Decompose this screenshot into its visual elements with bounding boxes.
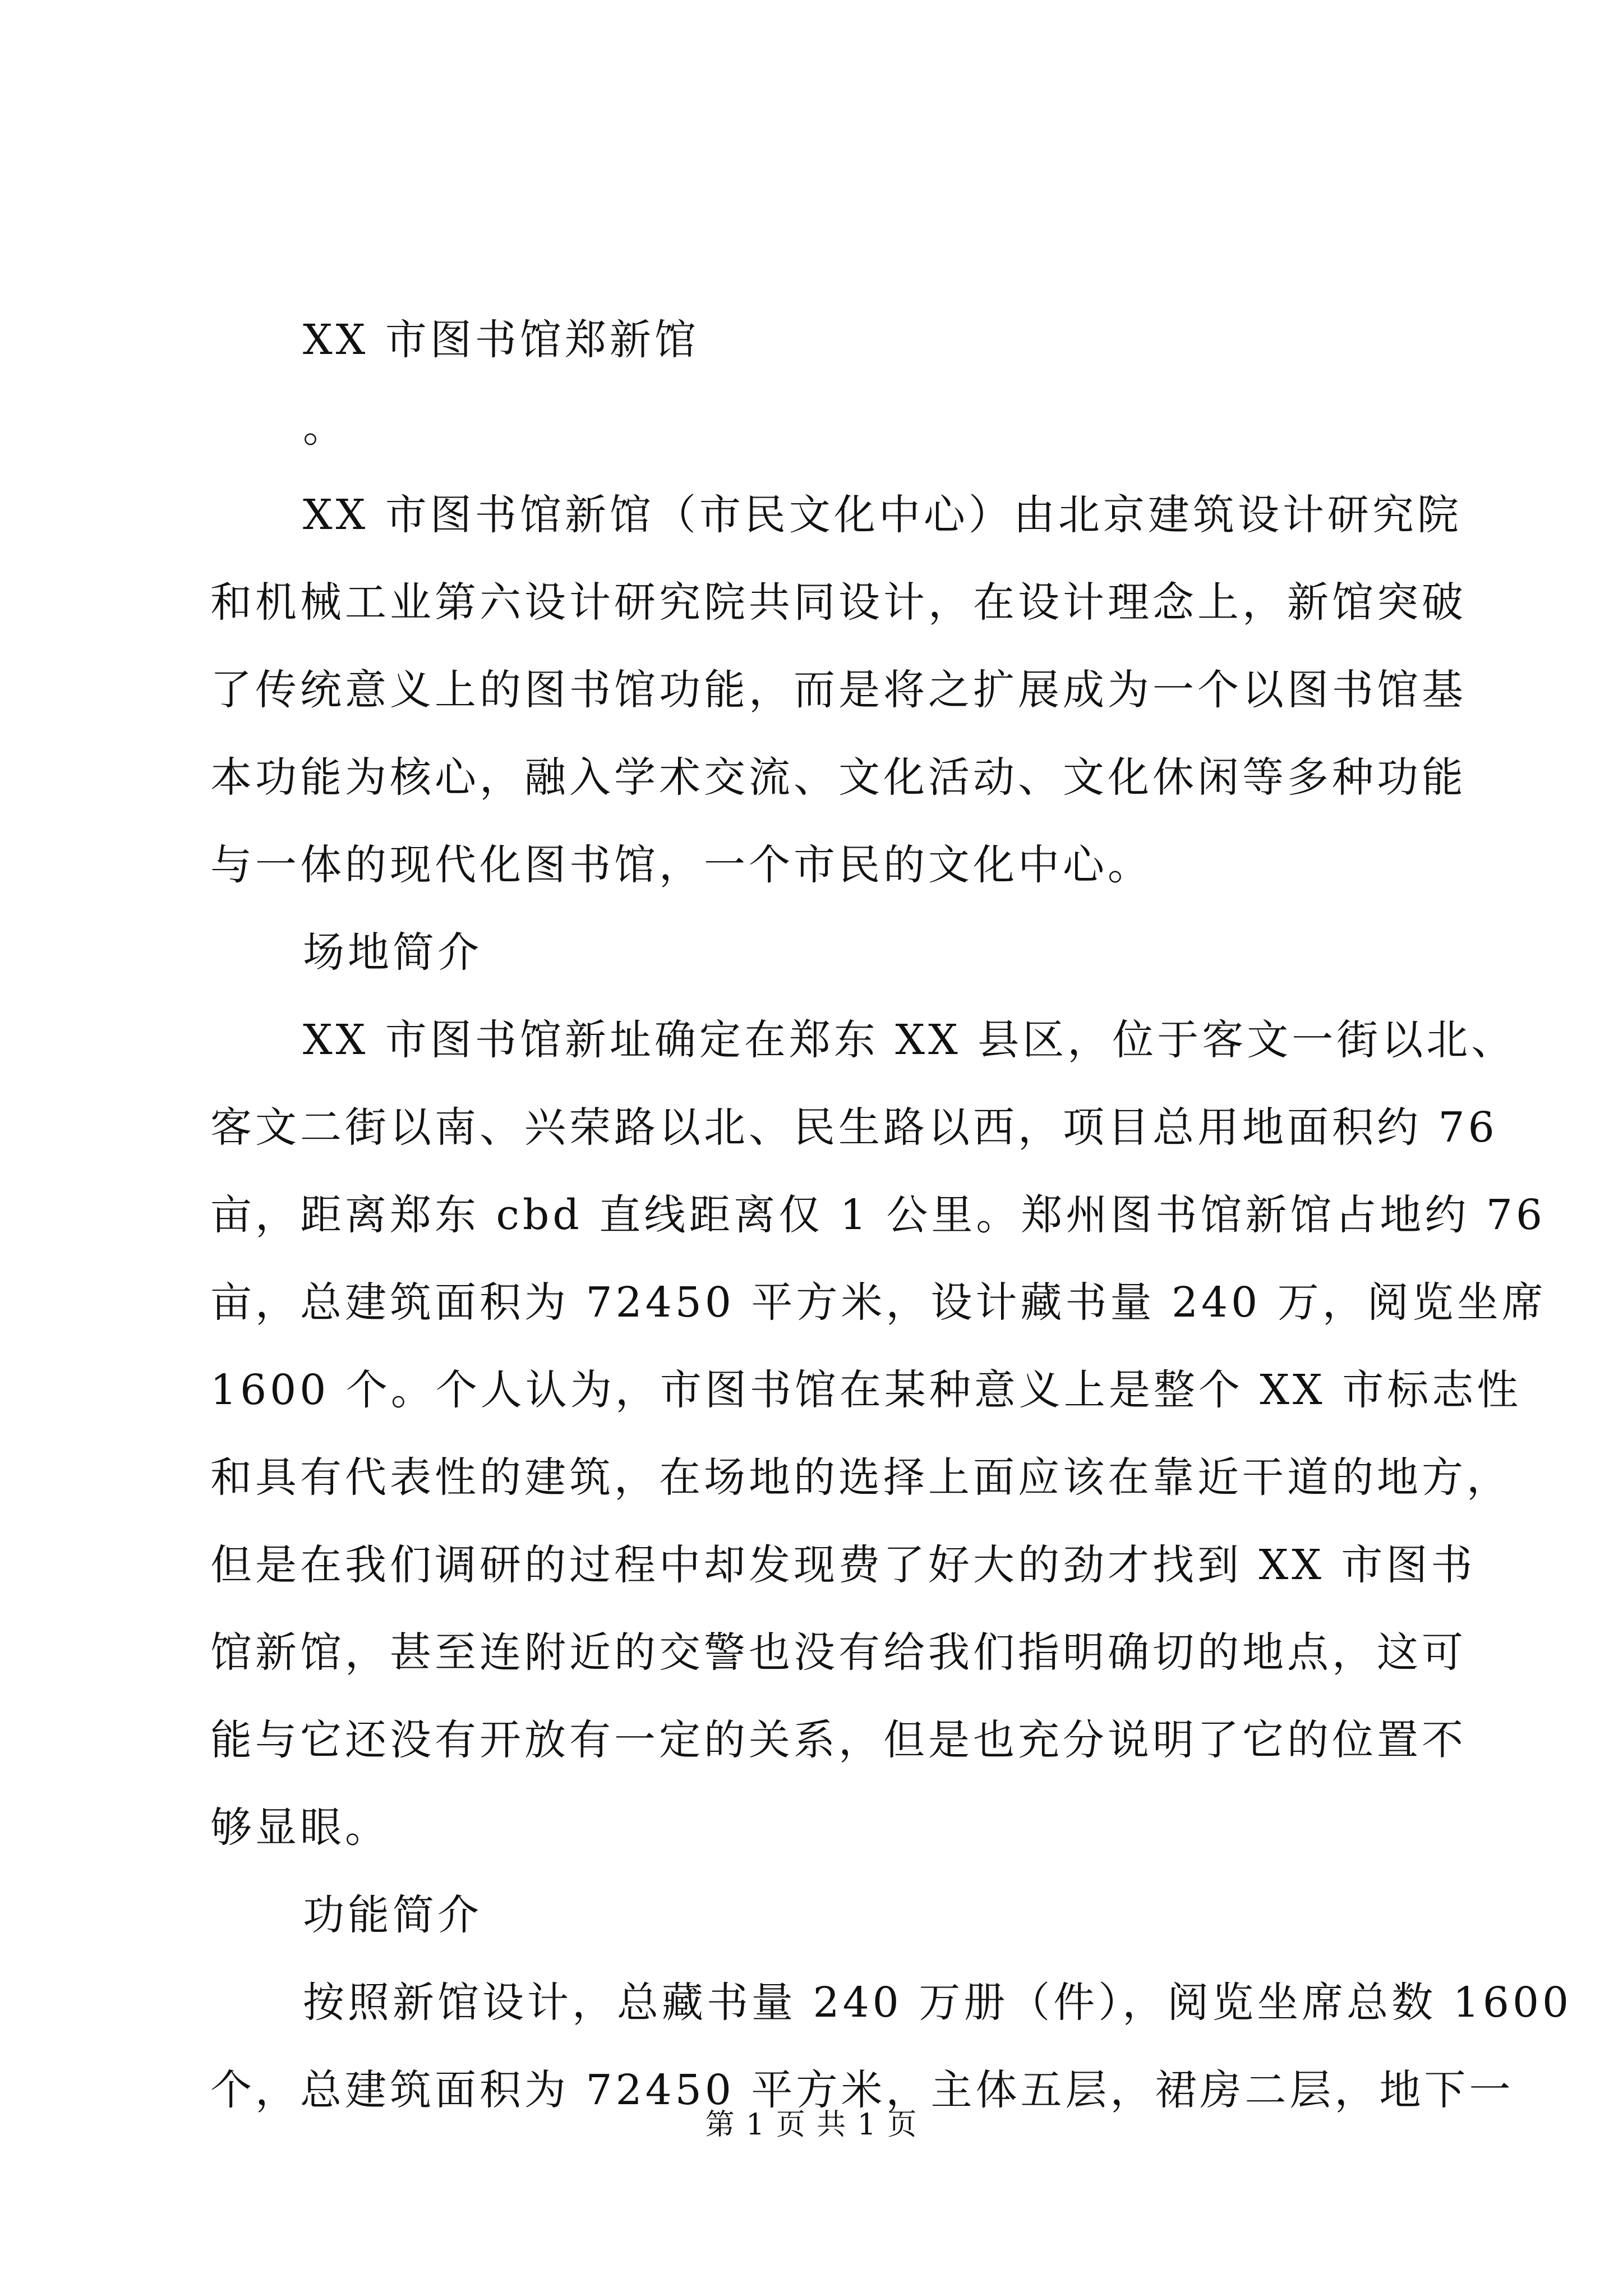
paragraph-line: 按照新馆设计，总藏书量 240 万册（件），阅览坐席总数 1600 [303,1978,1573,2027]
paragraph-line: 和机械工业第六设计研究院共同设计，在设计理念上，新馆突破 [210,578,1467,627]
paragraph-line: 和具有代表性的建筑，在场地的选择上面应该在靠近干道的地方， [210,1453,1511,1502]
paragraph-line: 能与它还没有开放有一定的关系，但是也充分说明了它的位置不 [210,1716,1467,1764]
document-body [210,296,1573,2134]
paragraph-line: 馆新馆，甚至连附近的交警也没有给我们指明确切的地点，这可 [210,1628,1467,1677]
paragraph-line: 本功能为核心，融入学术交流、文化活动、文化休闲等多种功能 [210,753,1467,802]
paragraph-line: 亩，距离郑东 cbd 直线距离仅 1 公里。郑州图书馆新馆占地约 76 [210,1191,1546,1239]
paragraph-line: 个，总建筑面积为 72450 平方米，主体五层，裙房二层，地下一 [210,2066,1514,2114]
paragraph-line: 1600 个。个人认为，市图书馆在某种意义上是整个 XX 市标志性 [210,1366,1522,1414]
paragraph-line: 亩，总建筑面积为 72450 平方米，设计藏书量 240 万，阅览坐席 [210,1278,1547,1327]
paragraph-line: 够显眼。 [210,1803,390,1852]
paragraph-site [210,996,1547,1871]
paragraph-intro [210,471,1467,909]
paragraph-line: XX 市图书馆新址确定在郑东 XX 县区，位于客文一街以北、 [303,1016,1516,1064]
paragraph-line: 客文二街以南、兴荣路以北、民生路以西，项目总用地面积约 76 [210,1103,1498,1152]
paragraph-line: 了传统意义上的图书馆功能，而是将之扩展成为一个以图书馆基 [210,666,1467,714]
section-heading-site: 场地简介 [303,928,482,977]
document-title: XX 市图书馆郑新馆 [303,316,699,364]
section-heading-function: 功能简介 [303,1891,482,1939]
paragraph-line: 与一体的现代化图书馆，一个市民的文化中心。 [210,841,1152,889]
title-mark: 。 [303,403,348,452]
paragraph-line: 但是在我们调研的过程中却发现费了好大的劲才找到 XX 市图书 [210,1541,1476,1589]
page-footer: 第 1 页 共 1 页 [705,2108,918,2142]
paragraph-line: XX 市图书馆新馆（市民文化中心）由北京建筑设计研究院 [303,491,1462,539]
